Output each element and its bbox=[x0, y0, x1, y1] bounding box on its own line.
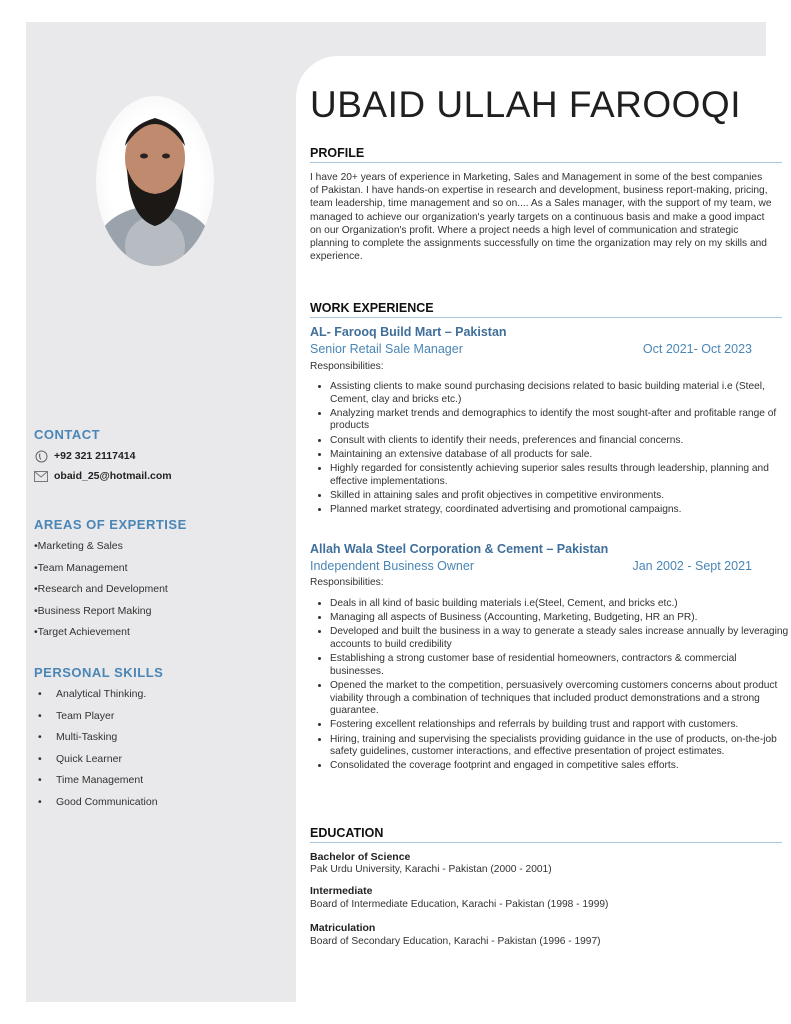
responsibilities-label: Responsibilities: bbox=[310, 577, 384, 588]
bullet-dot: • bbox=[38, 795, 42, 808]
responsibility-item: • Consult with clients to identify their needs, preferences and financial concerns. bbox=[330, 435, 791, 448]
job-dates: Oct 2021- Oct 2023 bbox=[642, 342, 752, 356]
responsibility-item: • Opened the market to the competition, persuasively overcoming customers concerns about product viability through a combination of techniques that included product demonstrations and a strong guarantee. bbox=[330, 680, 791, 718]
responsibility-item: • Analyzing market trends and demographics to identify the most sought-after and profitable range of products bbox=[330, 408, 791, 433]
job-responsibilities-list bbox=[314, 381, 791, 518]
work-heading: WORK EXPERIENCE bbox=[310, 301, 782, 318]
bullet-dot: • bbox=[38, 731, 42, 743]
job-company: Allah Wala Steel Corporation & Cement – Pakistan bbox=[310, 542, 609, 556]
bullet-dot: • bbox=[38, 774, 42, 786]
skill-item bbox=[34, 731, 163, 753]
person-portrait-icon bbox=[96, 96, 214, 266]
edu-detail: Pak Urdu University, Karachi - Pakistan (2000 - 2001) bbox=[310, 864, 552, 875]
responsibility-item: • Deals in all kind of basic building materials i.e(Steel, Cement, and bricks etc.) bbox=[330, 598, 791, 611]
phone-icon bbox=[34, 449, 48, 463]
expertise-heading: AREAS OF EXPERTISE bbox=[34, 517, 187, 532]
skills-heading: PERSONAL SKILLS bbox=[34, 665, 164, 680]
contact-phone bbox=[34, 446, 172, 466]
responsibility-item: • Developed and built the business in a way to generate a steady sales increase annually by leveraging accounts to build credibility bbox=[330, 626, 791, 651]
envelope-icon bbox=[34, 469, 48, 483]
expertise-item bbox=[34, 583, 187, 605]
responsibility-item: • Maintaining an extensive database of all products for sale. bbox=[330, 449, 791, 462]
profile-text: I have 20+ years of experience in Marketing, Sales and Management in some of the best companies of Pakistan. I have hands-on expertise in research and development, business report-making, pricing, team leadership, time management and so on.... As a Sales manager, with the support of my team, we managed to achieve our organization's yearly targets on a continuous basis and make a good impact on our Organization's profit. Where a project needs a high level of communication and strategic planning to complete the assignments successfully on time the organization may rely on my skills and experience. bbox=[310, 172, 772, 263]
skill-item-text: Good Communication bbox=[56, 795, 158, 808]
responsibilities-label: Responsibilities: bbox=[310, 361, 384, 372]
expertise-item bbox=[34, 605, 187, 627]
bullet-dot: • bbox=[38, 709, 42, 722]
contact-section bbox=[34, 427, 172, 486]
skill-item-text: Team Player bbox=[56, 709, 115, 722]
profile-photo bbox=[96, 96, 214, 266]
edu-detail: Board of Intermediate Education, Karachi - Pakistan (1998 - 1999) bbox=[310, 899, 609, 910]
skill-item-text: Analytical Thinking. bbox=[56, 688, 147, 700]
skill-item-text: Quick Learner bbox=[56, 752, 122, 765]
skill-item-text: Multi-Tasking bbox=[56, 731, 118, 743]
expertise-list bbox=[34, 540, 187, 648]
skills-list bbox=[34, 688, 163, 817]
job-role-row bbox=[310, 342, 752, 356]
job-role: Independent Business Owner bbox=[310, 559, 474, 573]
expertise-item-text: •Business Report Making bbox=[34, 604, 152, 617]
skill-item bbox=[34, 688, 163, 710]
responsibility-item: • Fostering excellent relationships and referrals by building trust and rapport with customers. bbox=[330, 719, 791, 732]
edu-degree: Bachelor of Science bbox=[310, 851, 411, 863]
bullet-dot: • bbox=[38, 688, 42, 700]
phone-number[interactable]: +92 321 2117414 bbox=[54, 450, 136, 462]
skill-item bbox=[34, 753, 163, 775]
edu-degree: Intermediate bbox=[310, 885, 373, 897]
education-heading: EDUCATION bbox=[310, 826, 782, 843]
contact-heading: CONTACT bbox=[34, 427, 101, 442]
job-responsibilities-list bbox=[314, 598, 791, 774]
skill-item bbox=[34, 774, 163, 796]
profile-heading: PROFILE bbox=[310, 146, 782, 163]
responsibility-item: • Skilled in attaining sales and profit objectives in competitive environments. bbox=[330, 490, 791, 503]
expertise-item-text: •Research and Development bbox=[34, 583, 168, 595]
job-dates: Jan 2002 - Sept 2021 bbox=[632, 559, 752, 573]
bullet-dot: • bbox=[38, 752, 42, 765]
job-company: AL- Farooq Build Mart – Pakistan bbox=[310, 325, 507, 339]
expertise-item-text: •Team Management bbox=[34, 561, 128, 574]
skill-item bbox=[34, 796, 163, 818]
responsibility-item: • Hiring, training and supervising the specialists providing guidance in the use of products, on-the-job safety guidelines, customer interactions, and effective presentation of project estimates. bbox=[330, 734, 791, 759]
skills-section bbox=[34, 665, 163, 817]
expertise-item-text: •Marketing & Sales bbox=[34, 540, 123, 552]
email-address[interactable]: obaid_25@hotmail.com bbox=[54, 470, 172, 482]
expertise-item bbox=[34, 540, 187, 562]
responsibility-item: • Assisting clients to make sound purchasing decisions related to basic building material i.e (Steel, Cement, clay and bricks etc.) bbox=[330, 381, 791, 406]
candidate-name: UBAID ULLAH FAROOQI bbox=[310, 84, 741, 125]
responsibility-item: • Highly regarded for consistently achieving superior sales results through leadership, planning and effective implementations. bbox=[330, 463, 791, 488]
skill-item-text: Time Management bbox=[56, 774, 144, 786]
job-role-row bbox=[310, 559, 752, 573]
contact-email bbox=[34, 466, 172, 486]
responsibility-item: • Consolidated the coverage footprint and engaged in competitive sales efforts. bbox=[330, 760, 791, 773]
responsibility-item: • Planned market strategy, coordinated advertising and promotional campaigns. bbox=[330, 504, 791, 517]
responsibility-item: • Managing all aspects of Business (Accounting, Marketing, Budgeting, HR an PR). bbox=[330, 612, 791, 625]
job-role: Senior Retail Sale Manager bbox=[310, 342, 463, 356]
expertise-section bbox=[34, 517, 187, 648]
expertise-item-text: •Target Achievement bbox=[34, 626, 130, 638]
expertise-item bbox=[34, 626, 187, 648]
edu-degree: Matriculation bbox=[310, 922, 376, 934]
skill-item bbox=[34, 710, 163, 732]
expertise-item bbox=[34, 562, 187, 584]
responsibility-item: • Establishing a strong customer base of residential homeowners, contractors & commercial businesses. bbox=[330, 653, 791, 678]
edu-detail: Board of Secondary Education, Karachi - Pakistan (1996 - 1997) bbox=[310, 936, 601, 947]
